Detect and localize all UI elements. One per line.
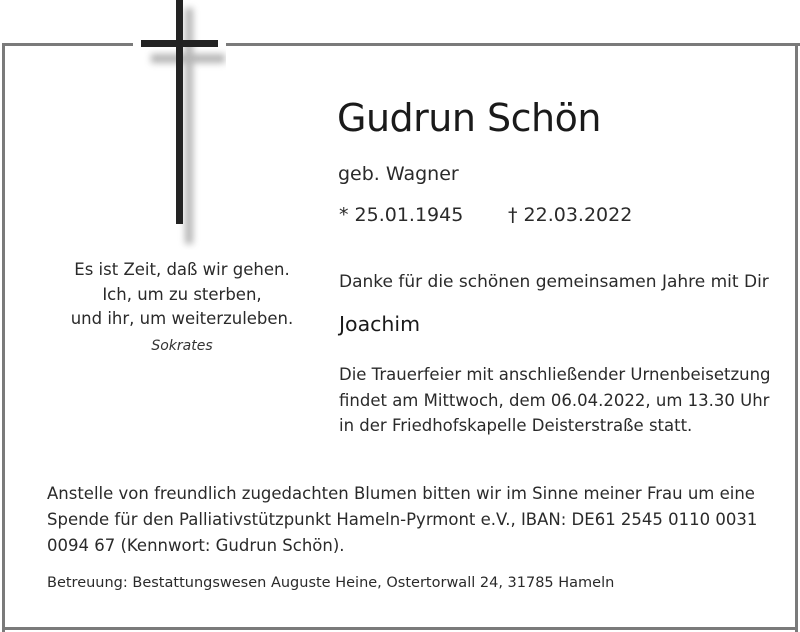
funeral-line: findet am Mittwoch, dem 06.04.2022, um 13.30 Uhr [339, 390, 770, 410]
quote-line: Es ist Zeit, daß wir gehen. [74, 260, 290, 279]
funeral-line: in der Friedhofskapelle Deisterstraße statt. [339, 416, 693, 435]
donation-line: Anstelle von freundlich zugedachten Blumen bitten wir im Sinne meiner Frau um eine [47, 484, 755, 503]
death-date: † 22.03.2022 [508, 204, 633, 226]
quote-line: und ihr, um weiterzuleben. [70, 309, 294, 328]
donation-request [47, 481, 757, 559]
frame-border-left [2, 43, 5, 632]
quote-block [52, 258, 312, 332]
frame-border-right [795, 43, 798, 632]
deceased-name: Gudrun Schön [337, 96, 601, 140]
signer-name: Joachim [339, 312, 421, 336]
cross-icon [136, 0, 226, 250]
donation-line: 0094 67 (Kennwort: Gudrun Schön). [47, 536, 345, 555]
quote-author: Sokrates [151, 338, 213, 354]
funeral-info [339, 362, 771, 439]
birth-date: * 25.01.1945 [339, 204, 464, 226]
thanks-text: Danke für die schönen gemeinsamen Jahre mit Dir [339, 272, 769, 292]
funeral-line: Die Trauerfeier mit anschließender Urnenbeisetzung [339, 365, 771, 384]
frame-border-top-left [2, 43, 133, 46]
donation-line: Spende für den Palliativstützpunkt Hameln-Pyrmont e.V., IBAN: DE61 2545 0110 0031 [47, 510, 758, 529]
frame-border-bottom [2, 627, 798, 630]
funeral-home-credit: Betreuung: Bestattungswesen Auguste Heine, Ostertorwall 24, 31785 Hameln [47, 575, 615, 591]
maiden-name: geb. Wagner [338, 163, 459, 185]
quote-line: Ich, um zu sterben, [102, 284, 262, 304]
frame-border-top-right [226, 43, 800, 46]
